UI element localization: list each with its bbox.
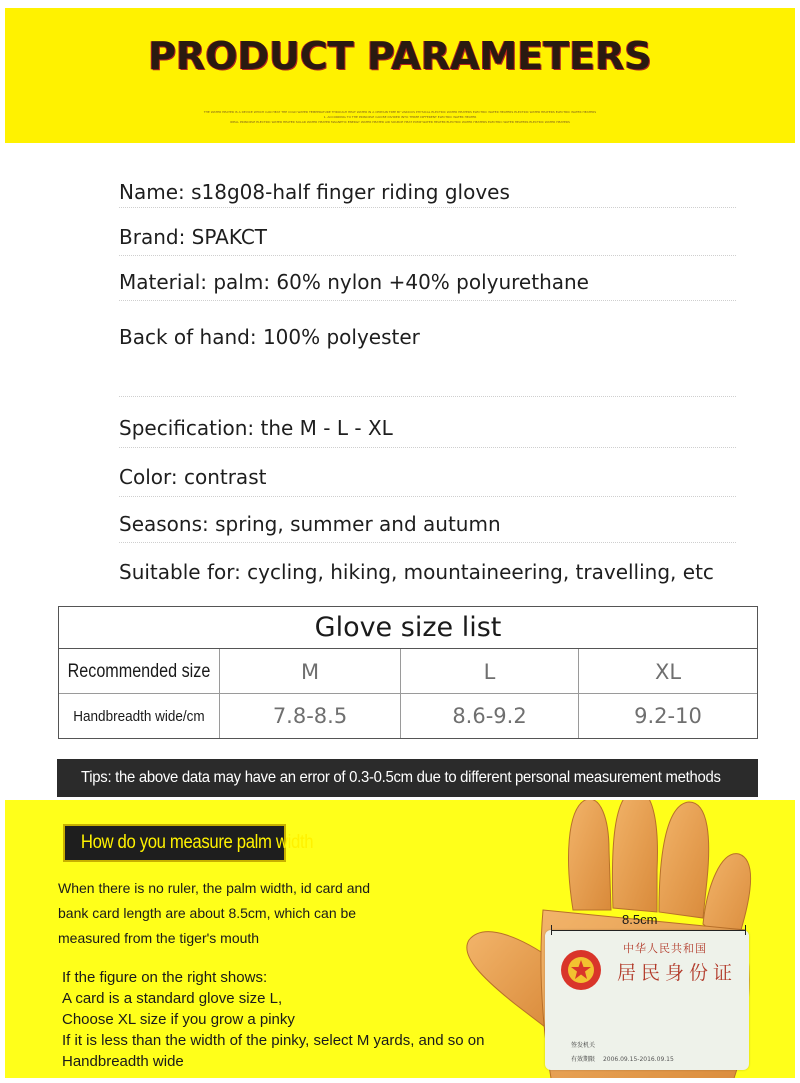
size-xl: XL — [654, 659, 682, 684]
width-m: 7.8-8.5 — [272, 704, 348, 728]
card-title-text: 居民身份证 — [617, 962, 738, 984]
card-row-validity-value: 2006.09.15-2016.09.15 — [602, 1056, 674, 1063]
spec-suitable-for: Suitable for: cycling, hiking, mountaineering, travelling, etc — [119, 560, 714, 584]
dimension-tick — [551, 925, 552, 935]
row-label-handbreadth — [59, 694, 220, 738]
card-row-issuer — [571, 1040, 601, 1049]
divider — [119, 542, 736, 543]
measure-para1-line3: measured from the tiger's mouth — [58, 930, 260, 946]
dimension-tick — [745, 925, 746, 935]
table-cell — [220, 694, 401, 738]
id-card-figure — [545, 912, 749, 1070]
measure-para1-line2: bank card length are about 8.5cm, which can be — [58, 905, 357, 921]
measure-para1-line1: When there is no ruler, the palm width, id card and — [58, 880, 371, 896]
divider — [119, 300, 736, 301]
header-banner — [5, 8, 795, 143]
divider — [119, 496, 736, 497]
header-fine-print-2: 1. ACCORDING TO THE PRINCIPLE CAN BE DIVIDED INTO THREE DIFFERENT ELECTRIC WATER HEATER — [323, 115, 477, 119]
row-label-recommended-size — [59, 649, 220, 694]
size-l: L — [483, 659, 496, 684]
table-cell — [401, 649, 579, 694]
spec-back-of-hand: Back of hand: 100% polyester — [119, 325, 420, 349]
table-cell — [579, 649, 757, 694]
table-cell — [220, 649, 401, 694]
measure-para2-line4: If it is less than the width of the pinky, select M yards, and so on — [62, 1032, 485, 1049]
tip-text: Tips: the above data may have an error of 0.3-0.5cm due to different personal measurement methods — [81, 769, 721, 786]
id-card — [545, 930, 749, 1070]
card-dimension-label: 8.5cm — [622, 912, 658, 927]
table-title: Glove size list — [59, 607, 757, 649]
divider — [119, 396, 736, 397]
glove-size-table — [58, 606, 758, 739]
divider — [119, 447, 736, 448]
header-fine-print-3: IDEAL PRINCIPLE ELECTRIC WATER HEATER SOLAR WATER HEATER MAGNETIC ENERGY WATER HEATER AIR SOURCE HEAT PUMP WATER HEATER ELECTRIC WATER HEATERS ELECTRIC WATER HEATERS ELECTRIC WATER HEATERS — [230, 120, 570, 124]
card-row-validity — [571, 1054, 674, 1063]
dimension-line — [551, 930, 745, 931]
width-xl: 9.2-10 — [634, 704, 702, 728]
measure-para2-line3: Choose XL size if you grow a pinky — [62, 1011, 295, 1028]
table-cell — [579, 694, 757, 738]
measure-title: How do you measure palm width — [80, 832, 314, 853]
spec-specification: Specification: the M - L - XL — [119, 416, 393, 440]
card-country-text: 中华人民共和国 — [623, 942, 707, 955]
measure-title-badge — [63, 824, 314, 862]
tip-bar — [57, 759, 758, 797]
table-cell — [401, 694, 579, 738]
row-label-text: Handbreadth wide/cm — [73, 707, 205, 725]
card-row-validity-label: 有效期限 — [571, 1056, 596, 1063]
divider — [119, 207, 736, 208]
size-m: M — [300, 659, 320, 684]
header-fine-print-1: THE WATER HEATER IS A DEVICE WHICH CAN HEAT THE COLD WATER TEMPERATURE THROUGH HEAT WATER IN A CERTAIN TIME BY VARIOUS PHYSICAL ELECTRIC WATER HEATERS ELECTRIC WATER HEATERS ELECTRIC WATER HEATERS ELECTRIC WATER HEATERS — [203, 110, 597, 114]
measure-para2-line5: Handbreadth wide — [62, 1053, 184, 1070]
spec-material: Material: palm: 60% nylon +40% polyurethane — [119, 270, 589, 294]
spec-color: Color: contrast — [119, 465, 267, 489]
spec-seasons: Seasons: spring, summer and autumn — [119, 512, 501, 536]
measure-para2-line2: A card is a standard glove size L, — [62, 990, 283, 1007]
card-row-issuer-label: 签发机关 — [571, 1042, 596, 1049]
divider — [119, 255, 736, 256]
row-label-text: Recommended size — [67, 660, 211, 682]
measure-para2-line1: If the figure on the right shows: — [62, 969, 268, 986]
width-l: 8.6-9.2 — [452, 704, 527, 728]
national-emblem-icon — [559, 948, 603, 992]
spec-name: Name: s18g08-half finger riding gloves — [119, 180, 510, 204]
spec-brand: Brand: SPAKCT — [119, 225, 268, 249]
measure-section — [5, 800, 795, 1078]
page-title: PRODUCT PARAMETERS — [148, 34, 652, 78]
